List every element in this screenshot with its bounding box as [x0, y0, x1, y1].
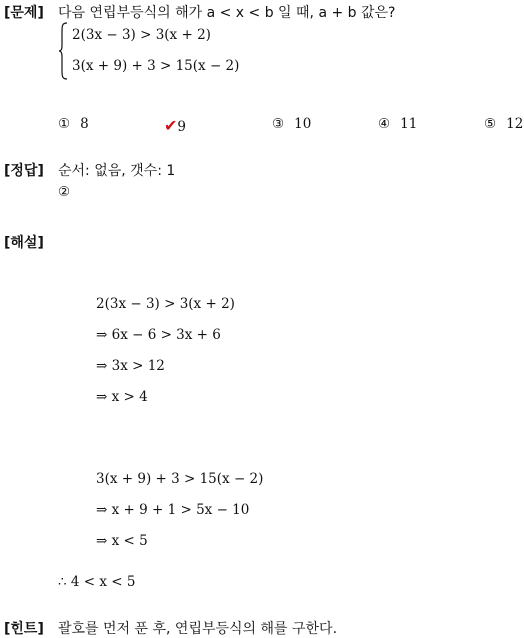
option-4-mark: ④: [378, 116, 391, 132]
solution-step-1-3: ⇒ 3x > 12: [96, 358, 165, 374]
option-5[interactable]: [484, 116, 523, 132]
solution-tag: [해설]: [4, 235, 44, 251]
option-5-mark: ⑤: [484, 116, 497, 132]
solution-step-1-1: 2(3x − 3) > 3(x + 2): [96, 296, 235, 312]
hint-text: 괄호를 먼저 푼 후, 연립부등식의 해를 구한다.: [58, 621, 338, 637]
option-1-mark: ①: [58, 116, 71, 132]
solution-conclusion: ∴ 4 < x < 5: [58, 574, 136, 590]
checkmark-icon: ✔: [164, 116, 178, 135]
option-5-value: 12: [506, 116, 524, 132]
option-3-value: 10: [294, 116, 312, 132]
option-4-value: 11: [400, 116, 418, 132]
solution-step-2-1: 3(x + 9) + 3 > 15(x − 2): [96, 471, 264, 487]
solution-step-2-2: ⇒ x + 9 + 1 > 5x − 10: [96, 502, 250, 518]
answer-tag: [정답]: [4, 163, 44, 179]
answer-line: 순서: 없음, 갯수: 1: [58, 163, 176, 179]
option-2[interactable]: [164, 116, 186, 135]
option-1[interactable]: [58, 116, 89, 132]
solution-step-1-2: ⇒ 6x − 6 > 3x + 6: [96, 327, 221, 343]
solution-step-1-4: ⇒ x > 4: [96, 389, 148, 405]
system-brace: [58, 22, 68, 80]
option-3[interactable]: [272, 116, 311, 132]
option-4[interactable]: [378, 116, 417, 132]
solution-step-2-3: ⇒ x < 5: [96, 533, 148, 549]
option-1-value: 8: [80, 116, 89, 132]
system-inequality-1: 2(3x − 3) > 3(x + 2): [72, 27, 211, 43]
option-3-mark: ③: [272, 116, 285, 132]
answer-choice: ②: [58, 184, 71, 200]
hint-tag: [힌트]: [4, 621, 44, 637]
problem-tag: [문제]: [4, 5, 44, 21]
system-inequality-2: 3(x + 9) + 3 > 15(x − 2): [72, 58, 240, 74]
option-2-value: 9: [177, 119, 186, 135]
question-text: 다음 연립부등식의 해가 a < x < b 일 때, a + b 값은?: [58, 5, 396, 21]
